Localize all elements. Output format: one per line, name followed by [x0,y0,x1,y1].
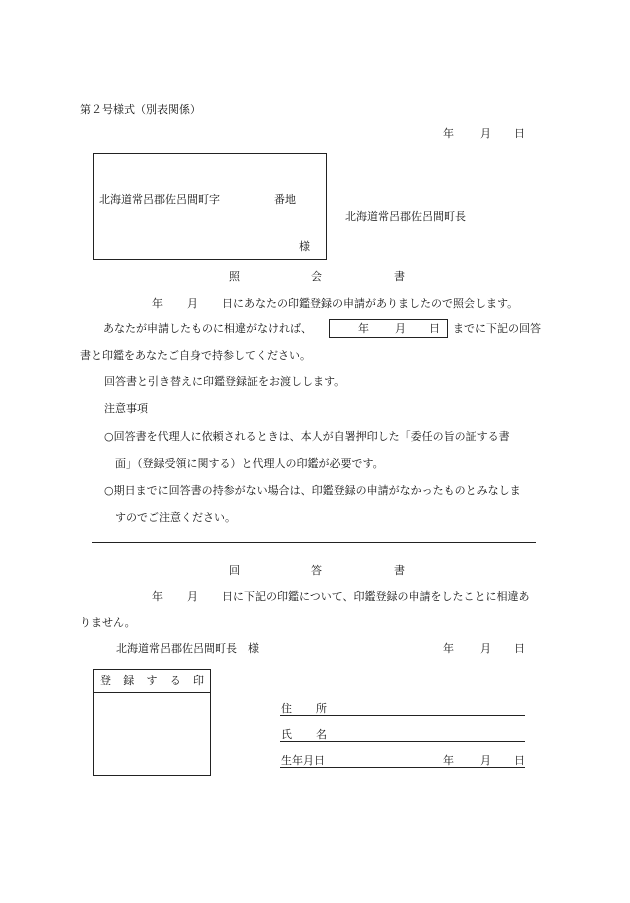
inquiry-text: 日にあなたの印鑑登録の申請がありましたので照会します。 [222,297,519,310]
address-label-1: 住 [281,702,292,715]
exchange-text: 回答書と引き替えに印鑑登録証をお渡しします。 [104,375,346,388]
address-text: 北海道常呂郡佐呂間町字 [99,193,220,206]
dob-field-line [280,767,525,768]
date-top-month: 月 [480,127,491,140]
date-answer-month: 月 [480,642,491,655]
name-label-2: 名 [316,728,327,741]
answer-text-2: りません。 [80,616,136,629]
deadline-text-before: あなたが申請したものに相違がなければ、 [103,322,312,335]
date-answer-day: 日 [514,642,525,655]
seal-label-char-2: 録 [123,674,135,687]
addressee: 北海道常呂郡佐呂間町長 様 [116,642,259,655]
name-label-1: 氏 [281,728,292,741]
inquiry-month: 月 [187,297,198,310]
shokaisho-char-3: 書 [394,270,405,283]
separator-line [92,542,536,543]
address-banchi: 番地 [274,193,296,206]
bring-text: 書と印鑑をあなたご自身で持参してください。 [80,349,311,362]
notes-heading: 注意事項 [104,402,148,415]
dob-label: 生年月日 [281,754,325,767]
note1-line1: ○回答書を代理人に依頼されるときは、本人が自署押印した「委任の旨の証する書 [104,430,510,443]
seal-box-label [100,674,204,688]
name-field-line [280,741,525,742]
seal-box-divider [93,692,211,693]
address-sama: 様 [299,240,310,253]
sender-name: 北海道常呂郡佐呂間町長 [345,210,466,223]
inquiry-year: 年 [152,297,163,310]
note2-line1: ○期日までに回答書の持参がない場合は、印鑑登録の申請がなかったものとみなしま [104,484,521,497]
kaitosho-char-2: 答 [311,564,322,577]
deadline-day: 日 [429,322,440,335]
kaitosho-char-1: 回 [229,564,240,577]
seal-label-char-3: す [146,674,158,687]
answer-text: 日に下記の印鑑について、印鑑登録の申請をしたことに相違あ [222,590,530,603]
seal-label-char-5: 印 [193,674,204,687]
deadline-year: 年 [358,322,369,335]
seal-label-char-1: 登 [100,674,111,687]
date-top-year: 年 [443,127,454,140]
dob-day: 日 [514,754,525,767]
form-title: 第２号様式（別表関係） [80,103,201,116]
note1-line2: 面」（登録受領に関する）と代理人の印鑑が必要です。 [115,457,384,470]
date-answer-year: 年 [443,642,454,655]
note2-line2: すのでご注意ください。 [115,511,236,524]
answer-year: 年 [152,590,163,603]
date-top-day: 日 [514,127,525,140]
shokaisho-char-2: 会 [311,270,322,283]
shokaisho-char-1: 照 [229,270,240,283]
dob-year: 年 [443,754,454,767]
deadline-month: 月 [395,322,406,335]
address-label-2: 所 [316,702,327,715]
kaitosho-char-3: 書 [394,564,405,577]
deadline-text-after: までに下記の回答 [453,322,541,335]
address-field-line [280,715,525,716]
answer-month: 月 [187,590,198,603]
seal-label-char-4: る [169,674,181,687]
dob-month: 月 [480,754,491,767]
